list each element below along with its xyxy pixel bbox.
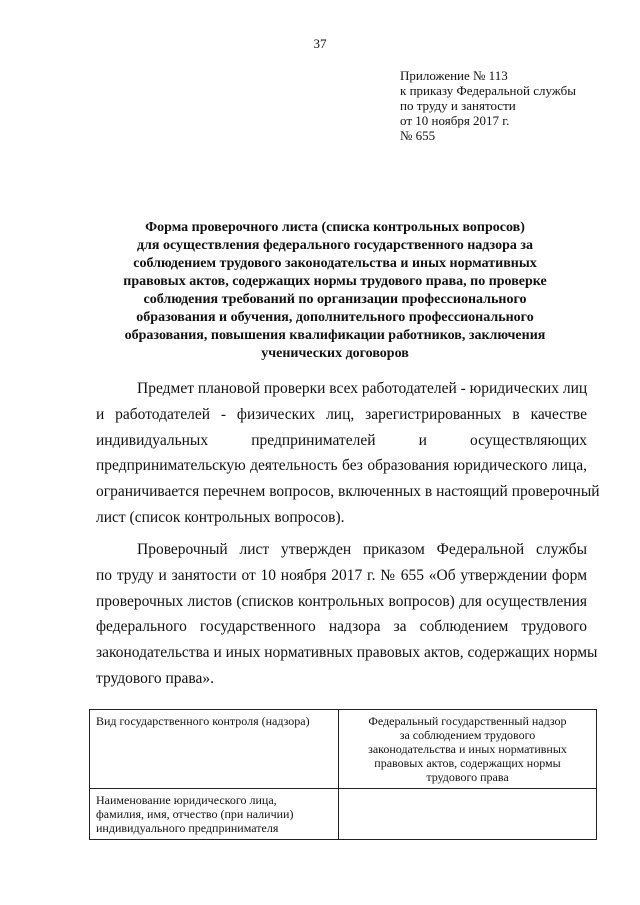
paragraph-approval xyxy=(96,537,598,692)
paragraph-line: по труду и занятости от 10 ноября 2017 г. № 655 «Об утверждении форм xyxy=(96,566,587,584)
title-line: ученических договоров xyxy=(261,346,409,361)
table-row xyxy=(90,789,597,840)
control-form-table xyxy=(89,709,597,840)
annex-line: № 655 xyxy=(400,128,436,143)
paragraph-line: Предмет плановой проверки всех работодателей - юридических лиц xyxy=(137,380,588,397)
cell-line: законодательства и иных нормативных xyxy=(368,742,567,756)
annex-line: Приложение № 113 xyxy=(400,68,508,83)
table-row xyxy=(90,710,597,789)
table-cell-value-empty xyxy=(339,789,597,840)
document-title xyxy=(100,219,570,363)
page-number: 37 xyxy=(313,36,327,51)
title-line: соблюдением трудового законодательства и иных нормативных xyxy=(133,256,537,271)
title-line: образования и обучения, дополнительного профессионального xyxy=(136,310,534,325)
annex-line: к приказу Федеральной службы xyxy=(400,83,576,98)
paragraph-line: Проверочный лист утвержден приказом Федеральной службы xyxy=(137,541,587,558)
table-cell-value xyxy=(339,710,597,789)
table-cell-label xyxy=(90,710,339,789)
title-line: правовых актов, содержащих нормы трудового права, по проверке xyxy=(123,274,547,289)
paragraph-line: и работодателей - физических лиц, зарегистрированных в качестве xyxy=(96,405,587,423)
paragraph-line: лист (список контрольных вопросов). xyxy=(96,508,345,526)
title-line: образования, повышения квалификации работников, заключения xyxy=(124,328,546,343)
cell-line: индивидуального предпринимателя xyxy=(96,821,279,835)
title-line: соблюдения требований по организации профессионального xyxy=(143,292,527,307)
cell-line: фамилия, имя, отчество (при наличии) xyxy=(96,807,294,821)
cell-line: Федеральный государственный надзор xyxy=(368,714,567,728)
title-line: для осуществления федерального государственного надзора за xyxy=(136,238,534,253)
paragraph-line: законодательства и иных нормативных правовых актов, содержащих нормы xyxy=(96,644,598,662)
paragraph-line: трудового права». xyxy=(96,669,215,687)
cell-line: Наименование юридического лица, xyxy=(96,793,277,807)
paragraph-line: индивидуальных предпринимателей и осуществляющих xyxy=(96,431,587,449)
paragraph-line: федерального государственного надзора за соблюдением трудового xyxy=(96,618,587,636)
cell-line: Вид государственного контроля (надзора) xyxy=(96,714,310,728)
annex-reference xyxy=(400,68,630,143)
cell-line: трудового права xyxy=(426,770,509,784)
table-cell-label xyxy=(90,789,339,840)
cell-line: за соблюдением трудового xyxy=(399,728,536,742)
paragraph-line: ограничивается перечнем вопросов, включенных в настоящий проверочный xyxy=(96,483,600,501)
annex-line: от 10 ноября 2017 г. xyxy=(400,113,510,128)
paragraph-line: проверочных листов (списков контрольных вопросов) для осуществления xyxy=(96,592,587,610)
paragraph-line: предпринимательскую деятельность без образования юридического лица, xyxy=(96,457,587,475)
annex-line: по труду и занятости xyxy=(400,98,516,113)
cell-line: правовых актов, содержащих нормы xyxy=(374,756,561,770)
paragraph-inspection-subject xyxy=(96,376,600,531)
title-line: Форма проверочного листа (списка контрольных вопросов) xyxy=(145,220,525,235)
